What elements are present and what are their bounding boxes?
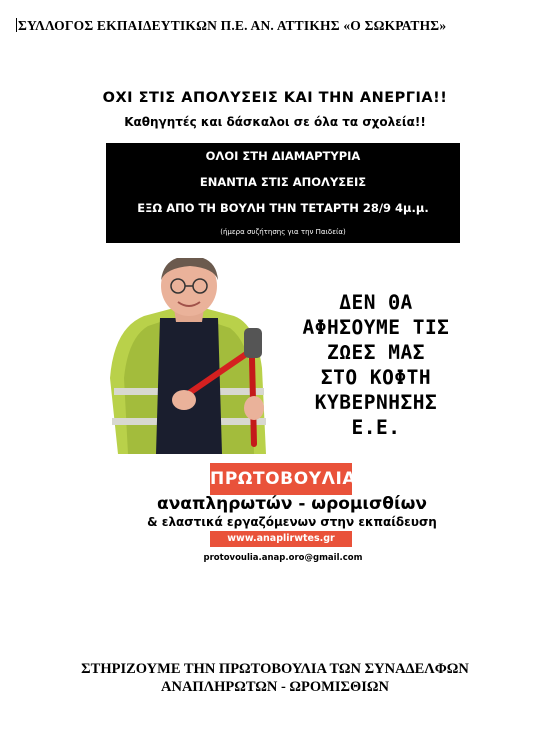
poster-slogan [280,290,472,440]
poster-slogan-line: ΣΤΟ ΚΟΦΤΗ [320,366,432,389]
text-cursor [16,18,17,32]
main-slogan: ΟΧΙ ΣΤΙΣ ΑΠΟΛΥΣΕΙΣ ΚΑΙ ΤΗΝ ΑΝΕΡΓΙΑ!! [102,90,448,106]
poster-slogan-line: ΖΩΕΣ ΜΑΣ [327,341,425,364]
initiative-website-link[interactable]: www.anaplirwtes.gr [210,531,352,547]
protest-note: (ήμερα συζήτησης για την Παιδεία) [220,228,346,236]
protest-box [106,143,460,243]
initiative-name: αναπληρωτών - ωρομισθίων [157,494,427,514]
footer-support-text [0,660,550,696]
poster-slogan-line: ΑΦΗΣΟΥΜΕ ΤΙΣ [302,316,450,339]
initiative-email[interactable]: protovoulia.anap.oro@gmail.com [203,553,363,563]
man-with-bolt-cutter-image [104,258,274,454]
poster-slogan-line: Ε.Ε. [351,416,401,439]
sub-slogan: Καθηγητές και δάσκαλοι σε όλα τα σχολεία!! [124,115,426,129]
initiative-badge: ΠΡΩΤΟΒΟΥΛΙΑ [210,463,352,495]
union-header [16,18,546,34]
poster-slogan-line: ΔΕΝ ΘΑ [339,291,413,314]
footer-line-2: ΑΝΑΠΛΗΡΩΤΩΝ - ΩΡΟΜΙΣΘΙΩΝ [161,679,389,695]
poster-slogan-line: ΚΥΒΕΡΝΗΣΗΣ [314,391,438,414]
protest-line-2: ΕΝΑΝΤΙΑ ΣΤΙΣ ΑΠΟΛΥΣΕΙΣ [199,175,367,189]
protest-line-3: ΕΞΩ ΑΠΟ ΤΗ ΒΟΥΛΗ ΤΗΝ ΤΕΤΑΡΤΗ 28/9 4μ.μ. [137,201,429,215]
footer-line-1: ΣΤΗΡΙΖΟΥΜΕ ΤΗΝ ΠΡΩΤΟΒΟΥΛΙΑ ΤΩΝ ΣΥΝΑΔΕΛΦΩΝ [81,661,469,677]
union-header-text: ΣΥΛΛΟΓΟΣ ΕΚΠΑΙΔΕΥΤΙΚΩΝ Π.Ε. ΑΝ. ΑΤΤΙΚΗΣ «Ο ΣΩΚΡΑΤΗΣ» [18,18,447,33]
protest-line-1: ΟΛΟΙ ΣΤΗ ΔΙΑΜΑΡΤΥΡΙΑ [205,149,361,163]
initiative-subtitle: & ελαστικά εργαζόμενων στην εκπαίδευση [147,515,437,529]
